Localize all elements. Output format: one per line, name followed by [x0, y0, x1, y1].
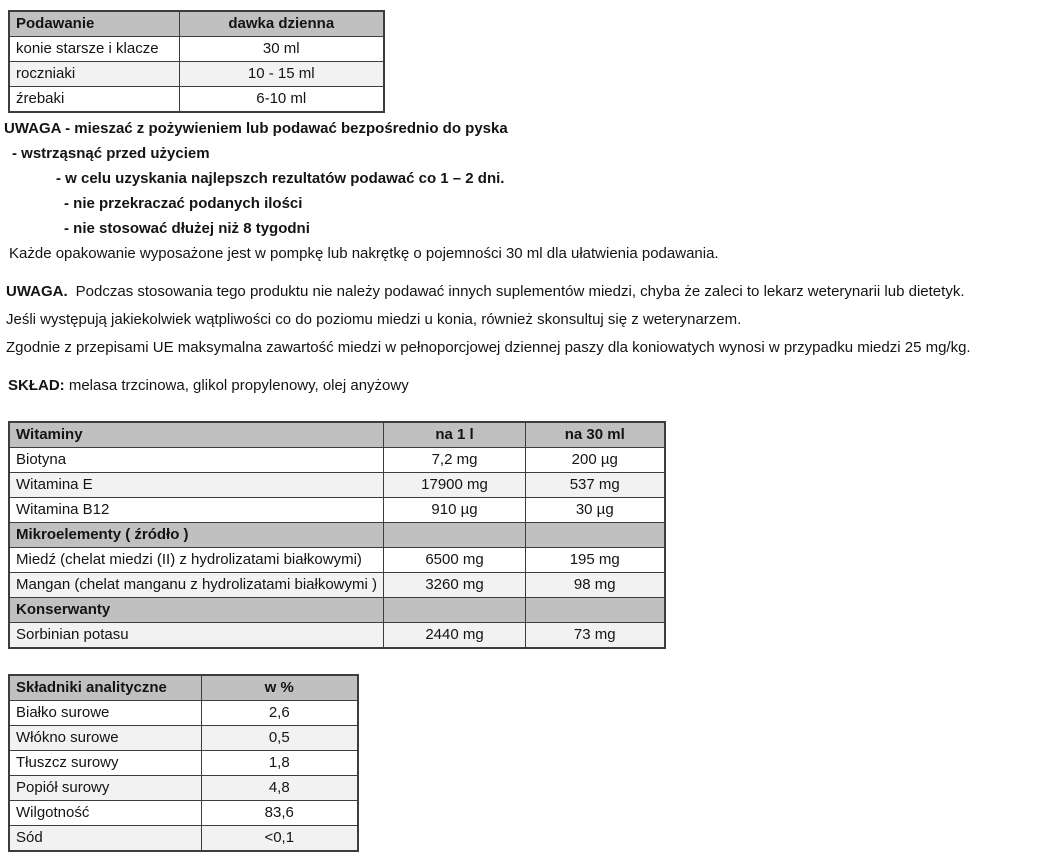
nutrients-section-row — [9, 598, 665, 623]
nutrients-header-cell: Witaminy — [9, 422, 384, 448]
nutrients-table — [8, 421, 666, 649]
nutrients-row — [9, 623, 665, 649]
dosing-amount-cell: 10 - 15 ml — [179, 62, 384, 87]
nutrients-section-row — [9, 523, 665, 548]
analytical-name-cell: Tłuszcz surowy — [9, 751, 201, 776]
nutrients-header-row — [9, 422, 665, 448]
nutrients-row — [9, 498, 665, 523]
nutrient-per-1l-cell: 6500 mg — [384, 548, 526, 573]
nutrient-name-cell: Biotyna — [9, 448, 384, 473]
analytical-value-cell: 4,8 — [201, 776, 358, 801]
analytical-row — [9, 751, 358, 776]
usage-note-line: - wstrząsnąć przed użyciem — [12, 145, 210, 162]
dosing-table — [8, 10, 385, 113]
nutrient-per-30ml-cell: 195 mg — [526, 548, 665, 573]
nutrient-name-cell: Sorbinian potasu — [9, 623, 384, 649]
dosing-animal-cell: roczniaki — [9, 62, 179, 87]
warning-text-1: Podczas stosowania tego produktu nie należy podawać innych suplementów miedzi, chyba że zaleci to lekarz weterynarii lub dietetyk. — [75, 283, 965, 300]
dosing-row — [9, 87, 384, 113]
nutrient-name-cell: Witamina B12 — [9, 498, 384, 523]
nutrient-name-cell: Witamina E — [9, 473, 384, 498]
warning-paragraph — [6, 278, 1044, 362]
packaging-note: Każde opakowanie wyposażone jest w pompkę lub nakrętkę o pojemności 30 ml dla ułatwienia podawania. — [9, 245, 719, 262]
analytical-name-cell: Białko surowe — [9, 701, 201, 726]
nutrients-row — [9, 573, 665, 598]
usage-note-line: UWAGA - mieszać z pożywieniem lub podawać bezpośrednio do pyska — [4, 120, 508, 137]
nutrient-per-30ml-cell: 200 µg — [526, 448, 665, 473]
dosing-animal-cell: konie starsze i klacze — [9, 37, 179, 62]
nutrient-per-30ml-cell: 537 mg — [526, 473, 665, 498]
analytical-name-cell: Włókno surowe — [9, 726, 201, 751]
composition-label: SKŁAD: — [8, 377, 65, 394]
warning-line-3: Zgodnie z przepisami UE maksymalna zawartość miedzi w pełnoporcjowej dziennej paszy dla koniowatych wynosi w przypadku miedzi 25 mg/kg. — [6, 339, 971, 356]
warning-label: UWAGA. — [6, 283, 68, 300]
nutrient-per-1l-cell: 17900 mg — [384, 473, 526, 498]
nutrient-per-30ml-cell — [526, 598, 665, 623]
nutrients-row — [9, 448, 665, 473]
analytical-name-cell: Wilgotność — [9, 801, 201, 826]
analytical-value-cell: 1,8 — [201, 751, 358, 776]
dosing-header-cell: dawka dzienna — [179, 11, 384, 37]
warning-line-1 — [6, 278, 1044, 306]
nutrients-header-cell: na 1 l — [384, 422, 526, 448]
composition-text: melasa trzcinowa, glikol propylenowy, olej anyżowy — [68, 377, 409, 394]
nutrient-name-cell: Mikroelementy ( źródło ) — [9, 523, 384, 548]
analytical-value-cell: 2,6 — [201, 701, 358, 726]
nutrients-row — [9, 548, 665, 573]
nutrients-row — [9, 473, 665, 498]
nutrient-per-1l-cell: 7,2 mg — [384, 448, 526, 473]
analytical-name-cell: Popiół surowy — [9, 776, 201, 801]
nutrient-per-30ml-cell — [526, 523, 665, 548]
dosing-animal-cell: źrebaki — [9, 87, 179, 113]
analytical-row — [9, 776, 358, 801]
nutrient-name-cell: Mangan (chelat manganu z hydrolizatami białkowymi ) — [9, 573, 384, 598]
nutrient-per-1l-cell: 3260 mg — [384, 573, 526, 598]
nutrients-header-cell: na 30 ml — [526, 422, 665, 448]
nutrient-name-cell: Miedź (chelat miedzi (II) z hydrolizatami białkowymi) — [9, 548, 384, 573]
dosing-row — [9, 62, 384, 87]
nutrient-per-30ml-cell: 30 µg — [526, 498, 665, 523]
analytical-row — [9, 801, 358, 826]
analytical-row — [9, 826, 358, 852]
nutrient-per-1l-cell — [384, 598, 526, 623]
nutrient-per-30ml-cell: 73 mg — [526, 623, 665, 649]
composition-line — [8, 373, 1044, 398]
analytical-value-cell: 0,5 — [201, 726, 358, 751]
nutrient-per-1l-cell — [384, 523, 526, 548]
nutrient-per-1l-cell: 2440 mg — [384, 623, 526, 649]
nutrient-name-cell: Konserwanty — [9, 598, 384, 623]
analytical-value-cell: <0,1 — [201, 826, 358, 852]
dosing-row — [9, 37, 384, 62]
dosing-header-row — [9, 11, 384, 37]
usage-note-line: - nie przekraczać podanych ilości — [64, 195, 303, 212]
analytical-header-cell: Składniki analityczne — [9, 675, 201, 701]
analytical-header-cell: w % — [201, 675, 358, 701]
analytical-header-row — [9, 675, 358, 701]
analytical-value-cell: 83,6 — [201, 801, 358, 826]
usage-note-line: - nie stosować dłużej niż 8 tygodni — [64, 220, 310, 237]
usage-note-line: - w celu uzyskania najlepszch rezultatów podawać co 1 – 2 dni. — [56, 170, 505, 187]
nutrient-per-1l-cell: 910 µg — [384, 498, 526, 523]
dosing-amount-cell: 30 ml — [179, 37, 384, 62]
dosing-header-cell: Podawanie — [9, 11, 179, 37]
analytical-row — [9, 726, 358, 751]
analytical-table — [8, 674, 359, 852]
dosing-amount-cell: 6-10 ml — [179, 87, 384, 113]
analytical-row — [9, 701, 358, 726]
nutrient-per-30ml-cell: 98 mg — [526, 573, 665, 598]
warning-line-2: Jeśli występują jakiekolwiek wątpliwości co do poziomu miedzi u konia, również skonsultuj się z weterynarzem. — [6, 311, 742, 328]
usage-notes — [4, 116, 1044, 266]
analytical-name-cell: Sód — [9, 826, 201, 852]
